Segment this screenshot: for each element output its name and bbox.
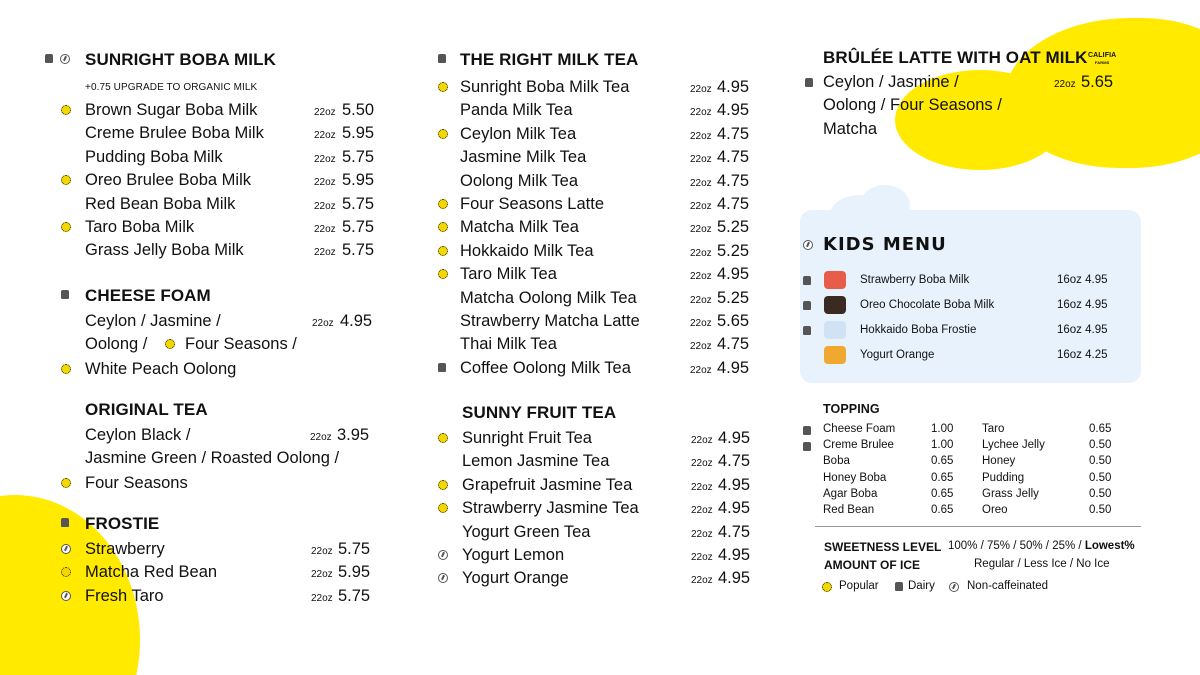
- item-size: 22oz: [691, 528, 713, 540]
- ice-options: Regular / Less Ice / No Ice: [974, 558, 1110, 570]
- item-size: 22oz: [314, 200, 336, 212]
- cheese-foam-section: [45, 286, 385, 384]
- kids-item-name: Yogurt Orange: [860, 349, 935, 361]
- item-price: 5.75: [342, 241, 375, 260]
- item-price: 4.75: [718, 452, 751, 471]
- califia-logo: CALIFIA FARMS: [1088, 52, 1117, 65]
- menu-row: [438, 569, 768, 592]
- item-name: Grapefruit Jasmine Tea: [462, 475, 633, 494]
- item-name: Matcha Oolong Milk Tea: [460, 288, 637, 307]
- item-price: 5.75: [338, 586, 371, 605]
- popular-icon: [61, 175, 71, 185]
- item-name: Taro Boba Milk: [85, 217, 195, 236]
- menu-row: [438, 289, 768, 312]
- item-price: 4.75: [717, 194, 750, 213]
- item-name: Yogurt Orange: [462, 569, 569, 588]
- cheese-foam-price: 4.95: [340, 312, 373, 330]
- dairy-icon: [803, 442, 811, 451]
- item-name: Oolong Milk Tea: [460, 171, 579, 190]
- dairy-icon: [803, 426, 811, 435]
- topping-price: 0.50: [1089, 439, 1112, 452]
- original-tea-line-3: Four Seasons: [85, 474, 188, 493]
- item-price: 4.75: [717, 148, 750, 167]
- popular-icon: [438, 82, 448, 92]
- non-caffeinated-icon: [61, 544, 71, 554]
- menu-row: [438, 523, 768, 546]
- menu-row: [438, 78, 768, 101]
- item-price: 5.25: [717, 241, 750, 260]
- boba-milk-title: SUNRIGHT BOBA MILK: [85, 50, 276, 69]
- item-price: 4.95: [718, 429, 751, 447]
- menu-row: [438, 476, 768, 499]
- latte-line-1: Ceylon / Jasmine /: [823, 73, 959, 91]
- latte-section: [805, 48, 1135, 143]
- frostie-section: [45, 514, 385, 610]
- popular-icon: [438, 129, 448, 139]
- menu-row: [438, 172, 768, 195]
- sweetness-label: SWEETNESS LEVEL: [824, 540, 942, 554]
- cheese-foam-line-3: White Peach Oolong: [85, 360, 237, 379]
- sweetness-options: 100% / 75% / 50% / 25% / Lowest%: [948, 540, 1135, 552]
- topping-section: [823, 402, 1143, 416]
- topping-price: 0.65: [931, 455, 954, 468]
- dairy-icon: [61, 518, 69, 527]
- menu-row: [438, 312, 768, 335]
- item-name: Four Seasons Latte: [460, 194, 605, 213]
- item-name: Sunright Boba Milk Tea: [460, 78, 630, 96]
- topping-name: Cheese Foam: [823, 423, 896, 435]
- topping-name: Creme Brulee: [823, 439, 894, 452]
- menu-row: [45, 241, 385, 264]
- menu-row: [45, 124, 385, 147]
- menu-row: [438, 195, 768, 218]
- legend-noncaf: Non-caffeinated: [967, 580, 1048, 592]
- item-size: 22oz: [691, 458, 713, 470]
- cheese-foam-line-2a: Oolong /: [85, 335, 148, 354]
- popular-icon: [438, 246, 448, 256]
- topping-price: 0.65: [931, 504, 954, 516]
- latte-title: BRÛLÉE LATTE WITH OAT MILK: [823, 48, 1088, 67]
- menu-row: [45, 587, 385, 610]
- topping-price: 0.50: [1089, 471, 1112, 484]
- topping-name: Red Bean: [823, 504, 875, 516]
- item-size: 22oz: [314, 130, 336, 142]
- item-price: 4.95: [717, 265, 750, 284]
- item-name: Coffee Oolong Milk Tea: [460, 358, 631, 377]
- topping-name: Boba: [823, 455, 850, 468]
- menu-row: [45, 171, 385, 194]
- dairy-icon: [45, 54, 53, 63]
- original-tea-line-2: Jasmine Green / Roasted Oolong /: [85, 449, 340, 468]
- item-size: 22oz: [690, 224, 712, 236]
- popular-icon: [438, 222, 448, 232]
- cheese-foam-size: 22oz: [312, 318, 334, 329]
- topping-price: 0.65: [931, 471, 954, 484]
- topping-name: Lychee Jelly: [982, 439, 1045, 452]
- topping-name: Honey Boba: [823, 471, 887, 484]
- item-price: 5.75: [342, 194, 375, 213]
- menu-row: [438, 148, 768, 171]
- item-price: 5.25: [717, 218, 750, 237]
- legend-popular: Popular: [839, 580, 879, 592]
- topping-price: 1.00: [931, 439, 954, 452]
- latte-line-2: Oolong / Four Seasons /: [823, 96, 1002, 115]
- kids-menu-row: [800, 271, 1141, 293]
- item-price: 4.95: [718, 499, 751, 518]
- menu-row: [438, 452, 768, 475]
- original-tea-size: 22oz: [310, 432, 332, 443]
- legend-dairy: Dairy: [908, 580, 935, 592]
- topping-name: Honey: [982, 455, 1016, 468]
- kids-item-name: Oreo Chocolate Boba Milk: [860, 299, 995, 311]
- menu-row: [438, 242, 768, 265]
- item-name: Strawberry Jasmine Tea: [462, 499, 639, 518]
- item-name: Thai Milk Tea: [460, 335, 557, 354]
- item-size: 22oz: [314, 153, 336, 165]
- popular-icon: [61, 567, 71, 577]
- menu-row: [438, 359, 768, 381]
- topping-price: 1.00: [931, 423, 954, 435]
- item-size: 22oz: [690, 341, 712, 353]
- item-name: Brown Sugar Boba Milk: [85, 101, 258, 119]
- topping-price: 0.65: [931, 487, 954, 500]
- frostie-title: FROSTIE: [85, 514, 160, 533]
- kids-item-name: Strawberry Boba Milk: [860, 274, 970, 286]
- item-price: 4.95: [718, 569, 751, 588]
- kids-menu-row: [800, 346, 1141, 368]
- item-name: Strawberry: [85, 540, 165, 558]
- item-name: Strawberry Matcha Latte: [460, 311, 640, 330]
- item-price: 4.75: [717, 124, 750, 143]
- non-caffeinated-icon: [949, 582, 959, 592]
- original-tea-price: 3.95: [337, 426, 370, 444]
- popular-icon: [438, 480, 448, 490]
- popular-icon: [61, 478, 71, 488]
- item-name: Jasmine Milk Tea: [460, 148, 587, 167]
- item-price: 5.75: [338, 540, 371, 558]
- kids-menu-row: [800, 296, 1141, 318]
- item-name: Grass Jelly Boba Milk: [85, 241, 244, 260]
- item-size: 22oz: [690, 130, 712, 142]
- ice-label: AMOUNT OF ICE: [824, 558, 920, 572]
- orange-icon: [824, 346, 846, 364]
- item-name: Matcha Milk Tea: [460, 218, 579, 237]
- legend: [822, 580, 1152, 598]
- item-size: 22oz: [314, 177, 336, 189]
- item-price: 4.95: [718, 475, 751, 494]
- item-name: Hokkaido Milk Tea: [460, 241, 594, 260]
- popular-icon: [822, 582, 832, 592]
- dairy-icon: [895, 582, 903, 591]
- sweetness-row: [824, 540, 1154, 554]
- cheese-foam-line-1: Ceylon / Jasmine /: [85, 312, 221, 330]
- dairy-icon: [803, 276, 811, 285]
- kids-item-size-price: 16oz 4.95: [1057, 274, 1108, 286]
- boba-milk-header: [45, 50, 385, 70]
- item-price: 4.95: [717, 358, 750, 377]
- kids-menu-panel: [800, 210, 1141, 383]
- kids-menu-row: [800, 321, 1141, 343]
- menu-row: [45, 218, 385, 241]
- menu-row: [45, 563, 385, 586]
- menu-row: [438, 546, 768, 569]
- topping-price: 0.50: [1089, 487, 1112, 500]
- menu-row: [438, 499, 768, 522]
- fruit-tea-list: [438, 429, 768, 593]
- dairy-icon: [803, 301, 811, 310]
- popular-icon: [438, 269, 448, 279]
- item-size: 22oz: [690, 200, 712, 212]
- item-size: 22oz: [314, 107, 336, 118]
- item-size: 22oz: [691, 435, 713, 446]
- item-price: 5.50: [342, 101, 375, 119]
- item-price: 4.75: [717, 171, 750, 190]
- topping-name: Taro: [982, 423, 1005, 435]
- item-price: 5.25: [717, 288, 750, 307]
- item-name: Taro Milk Tea: [460, 265, 557, 284]
- cheese-foam-line-2b: Four Seasons /: [185, 335, 297, 354]
- menu-row: [438, 265, 768, 288]
- popular-icon: [438, 199, 448, 209]
- popular-icon: [61, 105, 71, 115]
- topping-price: 0.65: [1089, 423, 1112, 435]
- popular-icon: [438, 433, 448, 443]
- item-size: 22oz: [311, 546, 333, 557]
- non-caffeinated-icon: [438, 573, 448, 583]
- item-price: 5.95: [342, 171, 375, 190]
- strawberry-icon: [824, 271, 846, 289]
- original-tea-section: [45, 400, 385, 498]
- topping-price: 0.50: [1089, 455, 1112, 468]
- fruit-tea-section: [438, 403, 768, 593]
- item-size: 22oz: [691, 575, 713, 587]
- kids-item-size-price: 16oz 4.95: [1057, 324, 1108, 336]
- item-name: Sunright Fruit Tea: [462, 429, 592, 447]
- topping-name: Pudding: [982, 471, 1025, 484]
- item-name: Fresh Taro: [85, 586, 164, 605]
- kids-item-name: Hokkaido Boba Frostie: [860, 324, 977, 336]
- ice-row: [824, 558, 1154, 572]
- item-size: 22oz: [691, 551, 713, 563]
- popular-icon: [61, 222, 71, 232]
- item-name: Yogurt Lemon: [462, 545, 565, 564]
- item-name: Oreo Brulee Boba Milk: [85, 171, 251, 190]
- popular-icon: [438, 503, 448, 513]
- item-size: 22oz: [690, 271, 712, 283]
- topping-price: 0.50: [1089, 504, 1112, 516]
- item-price: 4.95: [717, 78, 750, 96]
- oreo-cookie-icon: [824, 296, 846, 314]
- item-price: 4.95: [717, 101, 750, 120]
- menu-row: [438, 218, 768, 241]
- non-caffeinated-icon: [60, 54, 70, 64]
- item-price: 5.95: [338, 563, 371, 582]
- original-tea-line-1: Ceylon Black /: [85, 426, 191, 444]
- topping-title: TOPPING: [823, 402, 880, 416]
- dairy-icon: [803, 326, 811, 335]
- menu-row: [45, 148, 385, 171]
- item-size: 22oz: [690, 294, 712, 306]
- item-size: 22oz: [690, 107, 712, 119]
- divider: [815, 526, 1141, 527]
- menu-row: [45, 540, 385, 563]
- menu-row: [45, 195, 385, 218]
- item-name: Pudding Boba Milk: [85, 147, 223, 166]
- item-size: 22oz: [690, 154, 712, 166]
- cheese-foam-title: CHEESE FOAM: [85, 286, 211, 305]
- item-size: 22oz: [690, 247, 712, 259]
- topping-name: Agar Boba: [823, 487, 878, 500]
- dairy-icon: [805, 78, 813, 87]
- latte-price: 5.65: [1081, 73, 1114, 91]
- latte-size: 22oz: [1054, 79, 1076, 90]
- item-name: Lemon Jasmine Tea: [462, 452, 610, 471]
- item-size: 22oz: [311, 592, 333, 604]
- dairy-icon: [61, 290, 69, 299]
- milk-carton-icon: [824, 321, 846, 339]
- organic-upgrade-note: +0.75 UPGRADE TO ORGANIC MILK: [85, 82, 258, 93]
- item-name: Panda Milk Tea: [460, 101, 573, 120]
- menu-row: [438, 101, 768, 124]
- boba-milk-list: [45, 101, 385, 265]
- item-size: 22oz: [314, 223, 336, 235]
- non-caffeinated-icon: [803, 240, 813, 250]
- item-name: Ceylon Milk Tea: [460, 124, 577, 143]
- item-size: 22oz: [690, 364, 712, 376]
- kids-item-size-price: 16oz 4.25: [1057, 349, 1108, 361]
- item-size: 22oz: [690, 84, 712, 95]
- item-size: 22oz: [690, 177, 712, 189]
- fruit-tea-title: SUNNY FRUIT TEA: [462, 403, 617, 422]
- item-price: 5.65: [717, 311, 750, 330]
- milk-tea-title: THE RIGHT MILK TEA: [460, 50, 639, 69]
- item-name: Creme Brulee Boba Milk: [85, 124, 264, 143]
- topping-name: Grass Jelly: [982, 487, 1039, 500]
- dairy-icon: [438, 54, 446, 63]
- popular-icon: [165, 339, 175, 349]
- menu-row: [438, 125, 768, 148]
- column-1: [45, 50, 385, 265]
- dairy-icon: [438, 363, 446, 372]
- milk-tea-section: [438, 50, 768, 381]
- item-size: 22oz: [691, 505, 713, 517]
- item-price: 5.95: [342, 124, 375, 143]
- item-size: 22oz: [690, 317, 712, 329]
- item-price: 4.95: [718, 545, 751, 564]
- popular-icon: [61, 364, 71, 374]
- item-price: 5.75: [342, 147, 375, 166]
- frostie-list: [45, 540, 385, 610]
- item-name: Matcha Red Bean: [85, 563, 218, 582]
- item-name: Yogurt Green Tea: [462, 522, 591, 541]
- menu-row: [438, 335, 768, 358]
- item-size: 22oz: [314, 247, 336, 259]
- menu-row: [45, 101, 385, 124]
- item-size: 22oz: [311, 569, 333, 581]
- non-caffeinated-icon: [61, 591, 71, 601]
- topping-name: Oreo: [982, 504, 1008, 516]
- non-caffeinated-icon: [438, 550, 448, 560]
- item-price: 5.75: [342, 217, 375, 236]
- item-price: 4.75: [718, 522, 751, 541]
- milk-tea-list: [438, 78, 768, 381]
- kids-item-size-price: 16oz 4.95: [1057, 299, 1108, 311]
- menu-row: [438, 429, 768, 452]
- item-name: Red Bean Boba Milk: [85, 194, 236, 213]
- item-price: 4.75: [717, 335, 750, 354]
- kids-menu-title: KIDS MENU: [823, 234, 947, 255]
- original-tea-title: ORIGINAL TEA: [85, 400, 208, 419]
- latte-line-3: Matcha: [823, 119, 878, 138]
- item-size: 22oz: [691, 481, 713, 493]
